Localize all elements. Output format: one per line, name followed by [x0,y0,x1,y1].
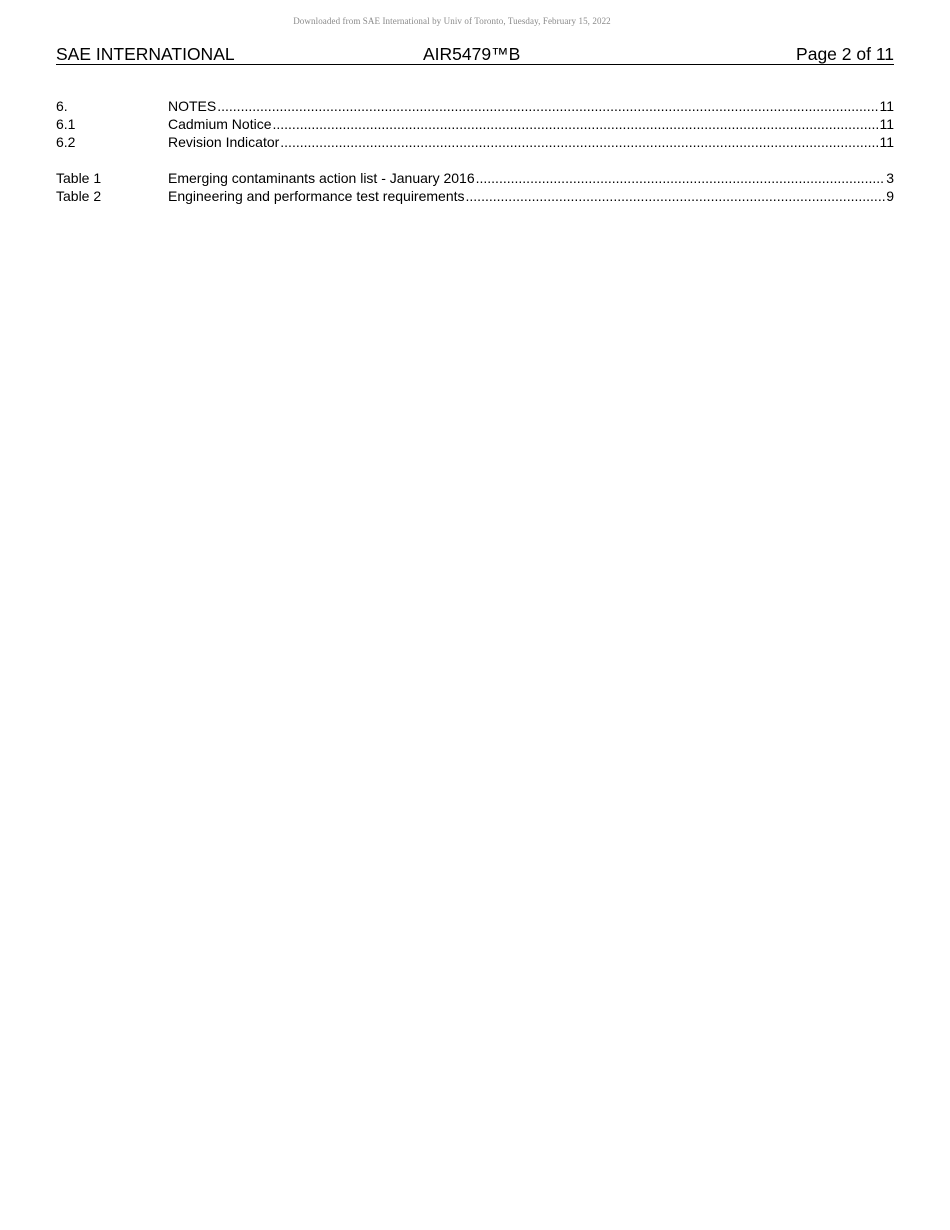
toc-entry [168,169,894,187]
header-page-number: Page 2 of 11 [796,44,894,64]
toc-tables [56,169,894,205]
toc-entry [168,115,894,133]
toc-entry [168,97,894,115]
toc-leader-dots [476,169,886,187]
toc-row [56,187,894,205]
toc-table-number: Table 1 [56,170,102,186]
toc-row [56,115,894,133]
toc-page-number: 3 [886,170,894,186]
toc-table-title: Emerging contaminants action list - January 2016 [168,170,475,186]
toc-page-number: 11 [879,134,894,150]
toc-leader-dots [466,187,886,205]
toc-page-number: 11 [879,116,894,132]
toc-sections [56,97,894,151]
toc-entry [168,187,894,205]
toc-leader-dots [217,97,878,115]
toc-section-title: Cadmium Notice [168,116,272,132]
toc-leader-dots [280,133,878,151]
toc-entry [168,133,894,151]
toc-table-title: Engineering and performance test requirements [168,188,465,204]
toc-row [56,133,894,151]
toc-section-number: 6. [56,98,68,114]
toc-page-number: 11 [879,98,894,114]
toc-table-number: Table 2 [56,188,102,204]
toc-section-number: 6.1 [56,116,76,132]
toc-section-number: 6.2 [56,134,76,150]
download-watermark: Downloaded from SAE International by Univ of Toronto, Tuesday, February 15, 2022 [293,16,611,26]
toc-row [56,97,894,115]
toc-section-title: Revision Indicator [168,134,280,150]
header-organization: SAE INTERNATIONAL [56,44,235,64]
page-header [56,44,894,65]
toc-row [56,169,894,187]
header-document-id: AIR5479™B [423,44,521,64]
toc-page-number: 9 [886,188,894,204]
toc-leader-dots [272,115,878,133]
toc-section-title: NOTES [168,98,217,114]
